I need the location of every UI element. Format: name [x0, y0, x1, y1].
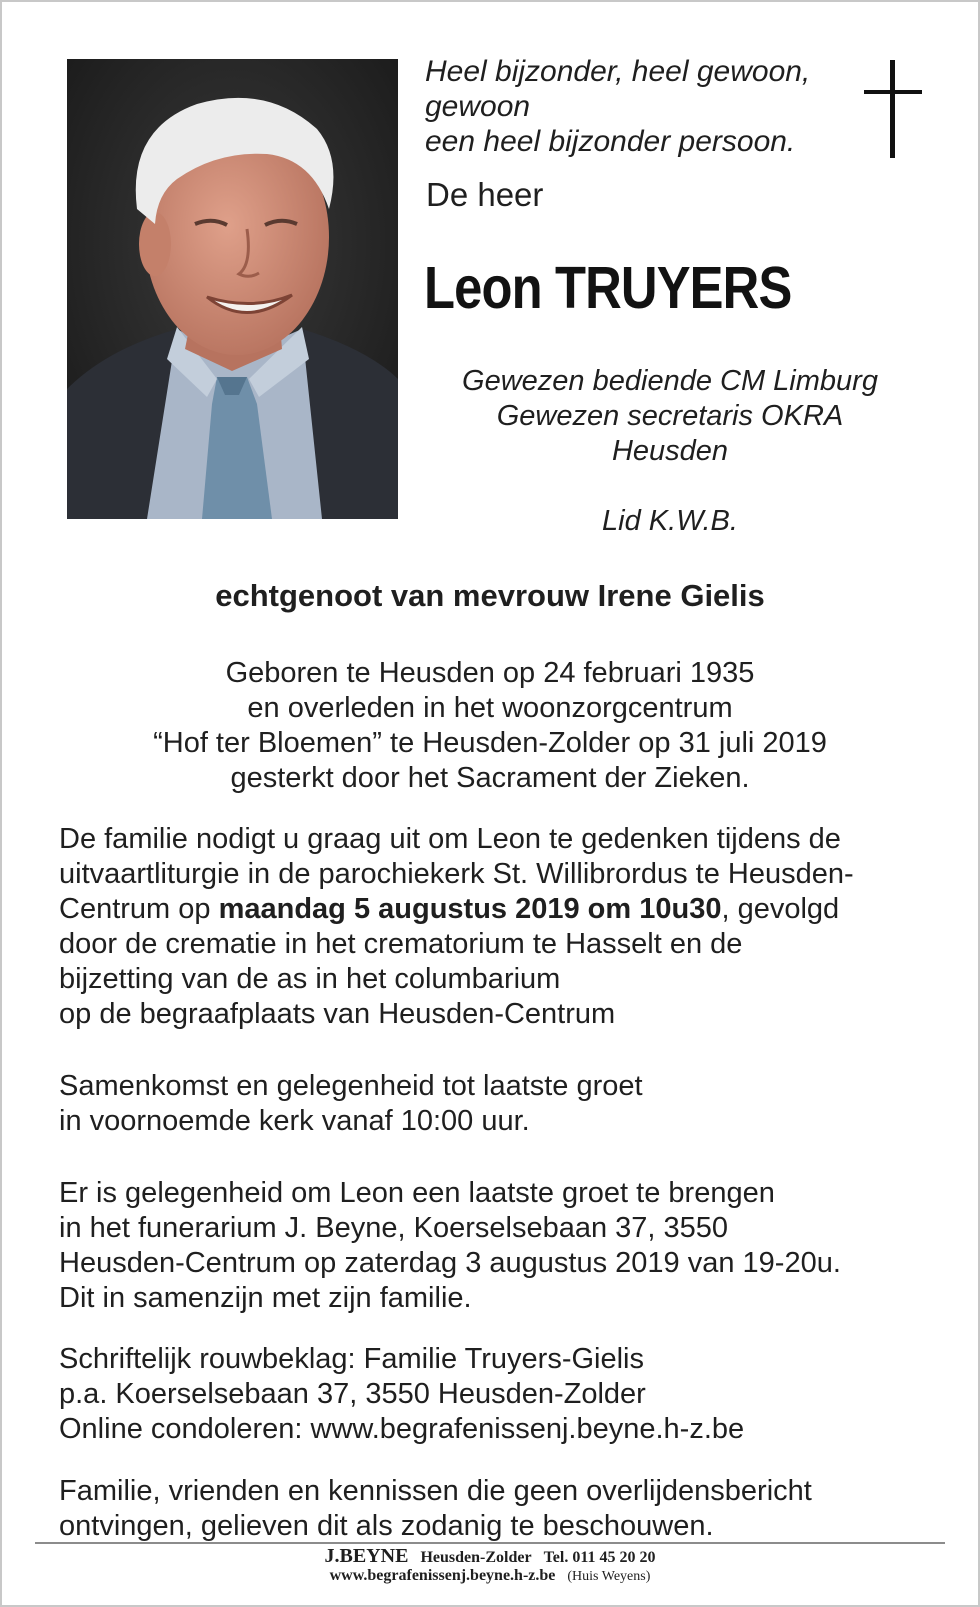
- cross-icon: [864, 60, 922, 163]
- gathering-line: in voornoemde kerk vanaf 10:00 uur.: [59, 1105, 530, 1137]
- role-line: Lid K.W.B.: [602, 505, 738, 537]
- visitation-info: [59, 1176, 959, 1316]
- footer-line: [0, 1567, 980, 1586]
- funeral-date: maandag 5 augustus 2019 om 10u30: [218, 893, 722, 925]
- birth-line: en overleden in het woonzorgcentrum: [247, 692, 733, 724]
- spouse-line: echtgenoot van mevrouw Irene Gielis: [215, 578, 765, 613]
- visitation-line: Heusden-Centrum op zaterdag 3 augustus 2019 van 19-20u.: [59, 1247, 841, 1279]
- poem: [425, 54, 825, 159]
- poem-line: Heel bijzonder, heel gewoon,: [425, 55, 811, 88]
- spacer: [420, 469, 920, 504]
- role-line: Gewezen bediende CM Limburg: [462, 365, 878, 397]
- poem-line: een heel bijzonder persoon.: [425, 125, 796, 158]
- condolences-line: Schriftelijk rouwbeklag: Familie Truyers-Gielis: [59, 1343, 644, 1375]
- birth-line: Geboren te Heusden op 24 februari 1935: [225, 657, 755, 689]
- funeral-home-website: www.begrafenissenj.beyne.h-z.be: [329, 1567, 556, 1584]
- gathering-info: [59, 1069, 959, 1139]
- salutation: De heer: [426, 176, 544, 213]
- funeral-home-name: J.BEYNE: [324, 1545, 409, 1567]
- visitation-line: in het funerarium J. Beyne, Koerselsebaan 37, 3550: [59, 1212, 729, 1244]
- notice: [59, 1474, 959, 1544]
- role-line: Heusden: [611, 435, 729, 467]
- funeral-line: door de crematie in het crematorium te Hasselt en de: [59, 928, 743, 960]
- condolences-line: p.a. Koerselsebaan 37, 3550 Heusden-Zolder: [59, 1378, 646, 1410]
- funeral-home-location: Heusden-Zolder: [420, 1549, 532, 1566]
- funeral-line: bijzetting van de as in het columbarium: [59, 963, 561, 995]
- funeral-home-phone: Tel. 011 45 20 20: [543, 1549, 656, 1566]
- footer-divider: [35, 1542, 945, 1544]
- portrait-photo: [67, 59, 398, 519]
- funeral-line: [59, 892, 959, 927]
- birth-line: “Hof ter Bloemen” te Heusden-Zolder op 31 juli 2019: [153, 727, 827, 759]
- funeral-home-note: (Huis Weyens): [567, 1569, 651, 1584]
- footer-line: [0, 1547, 980, 1567]
- funeral-text: Centrum op: [59, 893, 219, 925]
- visitation-line: Dit in samenzijn met zijn familie.: [59, 1282, 472, 1314]
- birth-line: gesterkt door het Sacrament der Zieken.: [230, 762, 750, 794]
- birth-death-info: [0, 656, 980, 796]
- poem-line: gewoon: [425, 90, 531, 123]
- roles: [420, 364, 920, 539]
- role-line: Gewezen secretaris OKRA: [496, 400, 844, 432]
- funeral-line: op de begraafplaats van Heusden-Centrum: [59, 998, 616, 1030]
- funeral-text: , gevolgd: [721, 893, 840, 925]
- notice-line: ontvingen, gelieven dit als zodanig te beschouwen.: [59, 1510, 714, 1542]
- funeral-line: uitvaartliturgie in de parochiekerk St. Willibrordus te Heusden-: [59, 858, 854, 890]
- footer: [0, 1547, 980, 1586]
- deceased-name: Leon TRUYERS: [424, 255, 792, 321]
- condolences-info: [59, 1342, 959, 1447]
- gathering-line: Samenkomst en gelegenheid tot laatste groet: [59, 1070, 643, 1102]
- condolences-line: Online condoleren: www.begrafenissenj.beyne.h-z.be: [59, 1413, 745, 1445]
- funeral-line: De familie nodigt u graag uit om Leon te gedenken tijdens de: [59, 823, 841, 855]
- notice-line: Familie, vrienden en kennissen die geen overlijdensbericht: [59, 1475, 812, 1507]
- funeral-info: [59, 822, 959, 1032]
- visitation-line: Er is gelegenheid om Leon een laatste groet te brengen: [59, 1177, 775, 1209]
